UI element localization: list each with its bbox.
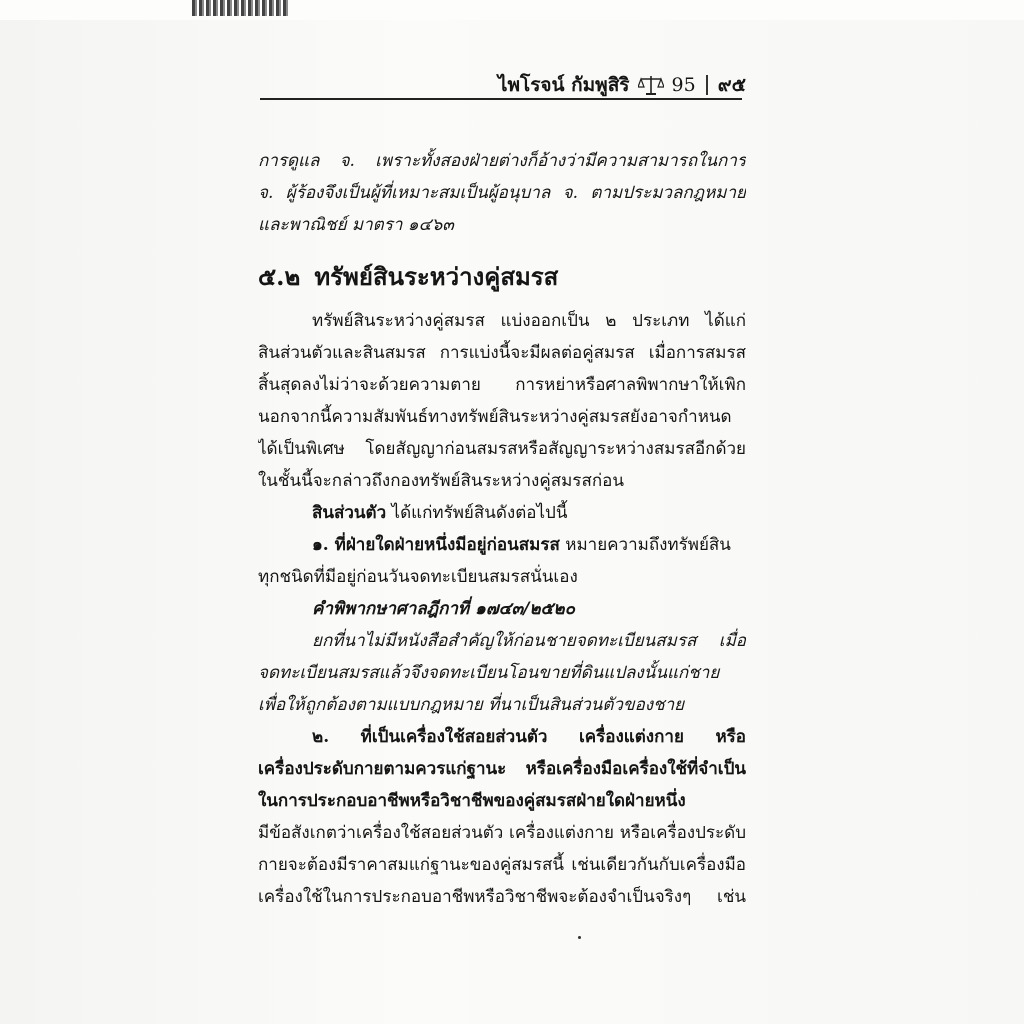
paragraph-line: นอกจากนี้ความสัมพันธ์ทางทรัพย์สินระหว่างคู่สมรสยังอาจกำหนด [258, 407, 732, 427]
header-page-number: 95 [671, 74, 696, 96]
item2-line: กายจะต้องมีราคาสมแก่ฐานะของคู่สมรสนี้ เช่นเดียวกันกับเครื่องมือ [258, 855, 746, 875]
top-edge [0, 0, 1024, 20]
section-heading [258, 251, 746, 303]
scales-of-justice-icon [638, 74, 664, 96]
item2-heading-line: เครื่องประดับกายตามควรแก่ฐานะ หรือเครื่องมือเครื่องใช้ที่จำเป็น [258, 759, 746, 779]
section-title: ทรัพย์สินระหว่างคู่สมรส [314, 262, 559, 291]
judgment-title: คำพิพากษาศาลฎีกาที่ ๑๗๔๓/๒๕๒๐ [312, 599, 575, 619]
header-author: ไพโรจน์ กัมพูสิริ [497, 74, 630, 96]
item2-heading-line: ๒. ที่เป็นเครื่องใช้สอยส่วนตัว เครื่องแต่งกาย หรือ [312, 727, 746, 747]
header-divider [706, 75, 708, 95]
item2-line: มีข้อสังเกตว่าเครื่องใช้สอยส่วนตัว เครื่องแต่งกาย หรือเครื่องประดับ [258, 823, 746, 843]
item1-continuation: ทุกชนิดที่มีอยู่ก่อนวันจดทะเบียนสมรสนั่นเอง [258, 567, 578, 587]
item1-rest: หมายความถึงทรัพย์สิน [559, 535, 731, 555]
sin-suan-tua-rest: ได้แก่ทรัพย์สินดังต่อไปนี้ [386, 503, 568, 523]
item1-heading: ๑. ที่ฝ่ายใดฝ่ายหนึ่งมีอยู่ก่อนสมรส [312, 535, 560, 555]
paragraph-line: สิ้นสุดลงไม่ว่าจะด้วยความตาย การหย่าหรือศาลพิพากษาให้เพิก [258, 375, 746, 395]
intro-line: จ. ผู้ร้องจึงเป็นผู้ที่เหมาะสมเป็นผู้อนุบาล จ. ตามประมวลกฎหมาย [258, 183, 746, 203]
header-rule [260, 98, 742, 100]
item1-line [258, 529, 746, 561]
paragraph-line: สินส่วนตัวและสินสมรส การแบ่งนี้จะมีผลต่อคู่สมรส เมื่อการสมรส [258, 343, 746, 363]
sin-suan-tua-term: สินส่วนตัว [312, 503, 387, 523]
item2-heading-line: ในการประกอบอาชีพหรือวิชาชีพของคู่สมรสฝ่ายใดฝ่ายหนึ่ง [258, 791, 686, 811]
paragraph-line: ในชั้นนี้จะกล่าวถึงกองทรัพย์สินระหว่างคู่สมรสก่อน [258, 471, 624, 491]
section-number: ๕.๒ [258, 262, 301, 291]
intro-line: การดูแล จ. เพราะทั้งสองฝ่ายต่างก็อ้างว่ามีความสามารถในการ [258, 151, 746, 171]
sin-suan-tua-line [258, 497, 746, 529]
judgment-line: ยกที่นาไม่มีหนังสือสำคัญให้ก่อนชายจดทะเบียนสมรส เมื่อ [312, 631, 746, 651]
item2-line: เครื่องใช้ในการประกอบอาชีพหรือวิชาชีพจะต้องจำเป็นจริงๆ เช่น [258, 887, 746, 907]
paragraph-line: ทรัพย์สินระหว่างคู่สมรส แบ่งออกเป็น ๒ ประเภท ได้แก่ [312, 311, 746, 331]
paragraph-line: ได้เป็นพิเศษ โดยสัญญาก่อนสมรสหรือสัญญาระหว่างสมรสอีกด้วย [258, 439, 746, 459]
scan-corner-mark [192, 0, 288, 16]
page-body [258, 145, 746, 913]
intro-line: และพาณิชย์ มาตรา ๑๔๖๓ [258, 215, 454, 235]
judgment-line: เพื่อให้ถูกต้องตามแบบกฎหมาย ที่นาเป็นสินส่วนตัวของชาย [258, 695, 685, 715]
page-speck [578, 936, 581, 939]
header-page-number-thai: ๙๕ [717, 74, 746, 96]
judgment-line: จดทะเบียนสมรสแล้วจึงจดทะเบียนโอนขายที่ดินแปลงนั้นแก่ชาย [258, 663, 720, 683]
running-header [498, 70, 746, 100]
